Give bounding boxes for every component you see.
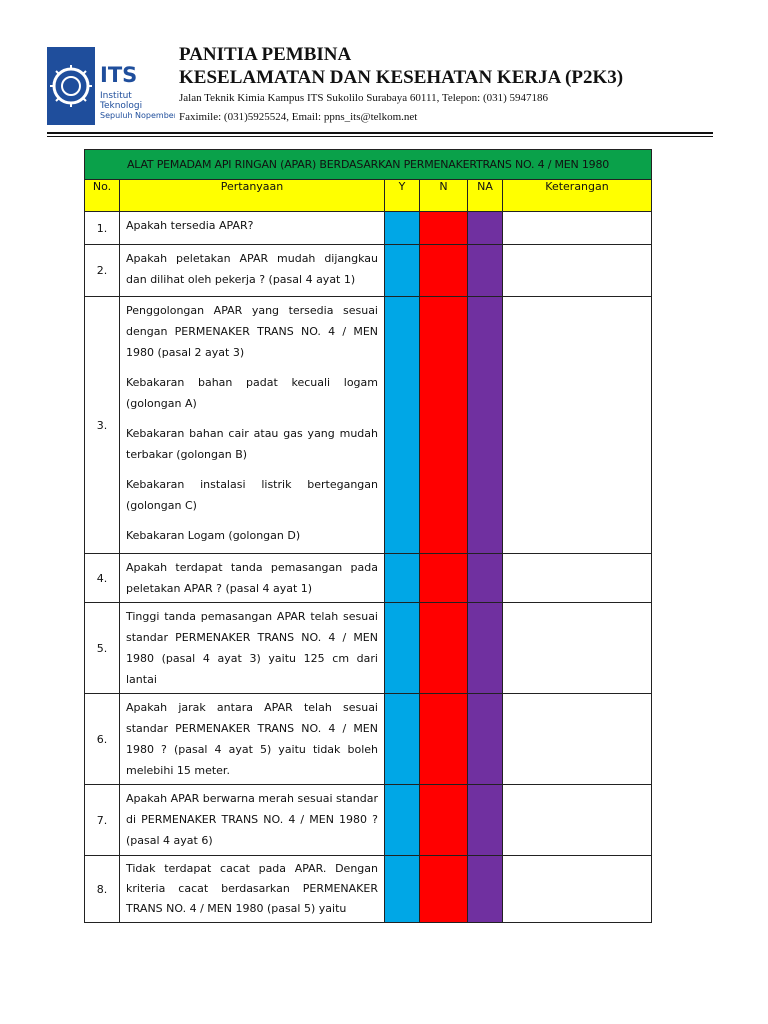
row-number: 2.: [85, 245, 120, 297]
its-logo-graphic: [47, 47, 175, 125]
answer-na-cell[interactable]: [468, 785, 503, 856]
col-header-n: N: [420, 180, 468, 212]
answer-y-cell[interactable]: [385, 245, 420, 297]
question-text: Apakah terdapat tanda pemasangan pada peletakan APAR ? (pasal 4 ayat 1): [126, 561, 378, 595]
keterangan-cell[interactable]: [503, 297, 652, 554]
answer-y-cell[interactable]: [385, 212, 420, 245]
row-number: 1.: [85, 212, 120, 245]
table-row: [85, 212, 652, 245]
question-cell: [120, 212, 385, 245]
row-number: 6.: [85, 694, 120, 785]
answer-na-cell[interactable]: [468, 603, 503, 694]
answer-na-cell[interactable]: [468, 245, 503, 297]
answer-na-cell[interactable]: [468, 297, 503, 554]
row-number: 4.: [85, 554, 120, 603]
answer-na-cell[interactable]: [468, 694, 503, 785]
answer-y-cell[interactable]: [385, 856, 420, 923]
table-row: [85, 694, 652, 785]
answer-y-cell[interactable]: [385, 694, 420, 785]
its-logo: [47, 47, 175, 125]
keterangan-cell[interactable]: [503, 856, 652, 923]
question-text: Kebakaran bahan padat kecuali logam (golongan A): [126, 376, 378, 410]
logo-subtitle-3: Sepuluh Nopember: [100, 111, 175, 120]
question-text: Kebakaran instalasi listrik bertegangan (golongan C): [126, 478, 378, 512]
answer-na-cell[interactable]: [468, 856, 503, 923]
org-address: Jalan Teknik Kimia Kampus ITS Sukolilo Surabaya 60111, Telepon: (031) 5947186: [179, 92, 549, 104]
answer-na-cell[interactable]: [468, 554, 503, 603]
table-row: [85, 785, 652, 856]
question-text: Apakah peletakan APAR mudah dijangkau dan dilihat oleh pekerja ? (pasal 4 ayat 1): [126, 252, 378, 286]
col-header-no: No.: [85, 180, 120, 212]
answer-n-cell[interactable]: [420, 856, 468, 923]
keterangan-cell[interactable]: [503, 603, 652, 694]
org-contact: Faximile: (031)5925524, Email: ppns_its@telkom.net: [179, 111, 418, 123]
header-rule-thin: [47, 136, 713, 137]
col-header-pertanyaan: Pertanyaan: [120, 180, 385, 212]
question-cell: [120, 297, 385, 554]
question-text: Apakah jarak antara APAR telah sesuai standar PERMENAKER TRANS NO. 4 / MEN 1980 ? (pasal 4 ayat 5) yaitu tidak boleh melebihi 15 meter.: [126, 701, 378, 777]
row-number: 5.: [85, 603, 120, 694]
apar-checklist-table: [84, 149, 652, 923]
question-text: Penggolongan APAR yang tersedia sesuai dengan PERMENAKER TRANS NO. 4 / MEN 1980 (pasal 2 ayat 3): [126, 304, 378, 359]
question-cell: [120, 856, 385, 923]
logo-subtitle-2: Teknologi: [100, 101, 143, 111]
org-title-line1: PANITIA PEMBINA: [179, 44, 352, 65]
table-row: [85, 245, 652, 297]
answer-n-cell[interactable]: [420, 603, 468, 694]
keterangan-cell[interactable]: [503, 785, 652, 856]
keterangan-cell[interactable]: [503, 554, 652, 603]
question-text: Kebakaran bahan cair atau gas yang mudah terbakar (golongan B): [126, 427, 378, 461]
row-number: 3.: [85, 297, 120, 554]
question-cell: [120, 603, 385, 694]
answer-n-cell[interactable]: [420, 297, 468, 554]
answer-n-cell[interactable]: [420, 694, 468, 785]
answer-n-cell[interactable]: [420, 554, 468, 603]
logo-subtitle-1: Institut: [100, 91, 132, 101]
answer-y-cell[interactable]: [385, 785, 420, 856]
answer-n-cell[interactable]: [420, 785, 468, 856]
keterangan-cell[interactable]: [503, 212, 652, 245]
answer-na-cell[interactable]: [468, 212, 503, 245]
logo-its-text: ITS: [100, 63, 138, 87]
row-number: 8.: [85, 856, 120, 923]
question-cell: [120, 785, 385, 856]
question-cell: [120, 245, 385, 297]
question-cell: [120, 694, 385, 785]
table-title: ALAT PEMADAM API RINGAN (APAR) BERDASARKAN PERMENAKERTRANS NO. 4 / MEN 1980: [85, 150, 652, 180]
question-text: Tidak terdapat cacat pada APAR. Dengan kriteria cacat berdasarkan PERMENAKER TRANS NO. 4 / MEN 1980 (pasal 5) yaitu: [126, 862, 378, 915]
answer-y-cell[interactable]: [385, 554, 420, 603]
col-header-na: NA: [468, 180, 503, 212]
question-text: Apakah APAR berwarna merah sesuai standar di PERMENAKER TRANS NO. 4 / MEN 1980 ? (pasal 4 ayat 6): [126, 792, 379, 847]
table-title-row: [85, 150, 652, 180]
answer-y-cell[interactable]: [385, 297, 420, 554]
table-row: [85, 554, 652, 603]
table-row: [85, 297, 652, 554]
table-row: [85, 603, 652, 694]
table-row: [85, 856, 652, 923]
table-header-row: [85, 180, 652, 212]
question-text: Tinggi tanda pemasangan APAR telah sesuai standar PERMENAKER TRANS NO. 4 / MEN 1980 (pasal 4 ayat 3) yaitu 125 cm dari lantai: [126, 610, 378, 686]
col-header-keterangan: Keterangan: [503, 180, 652, 212]
keterangan-cell[interactable]: [503, 694, 652, 785]
row-number: 7.: [85, 785, 120, 856]
org-title-line2: KESELAMATAN DAN KESEHATAN KERJA (P2K3): [179, 67, 624, 88]
header-rule-thick: [47, 132, 713, 134]
col-header-y: Y: [385, 180, 420, 212]
answer-n-cell[interactable]: [420, 245, 468, 297]
question-cell: [120, 554, 385, 603]
keterangan-cell[interactable]: [503, 245, 652, 297]
answer-n-cell[interactable]: [420, 212, 468, 245]
answer-y-cell[interactable]: [385, 603, 420, 694]
question-text: Kebakaran Logam (golongan D): [126, 529, 301, 542]
question-text: Apakah tersedia APAR?: [126, 219, 254, 232]
